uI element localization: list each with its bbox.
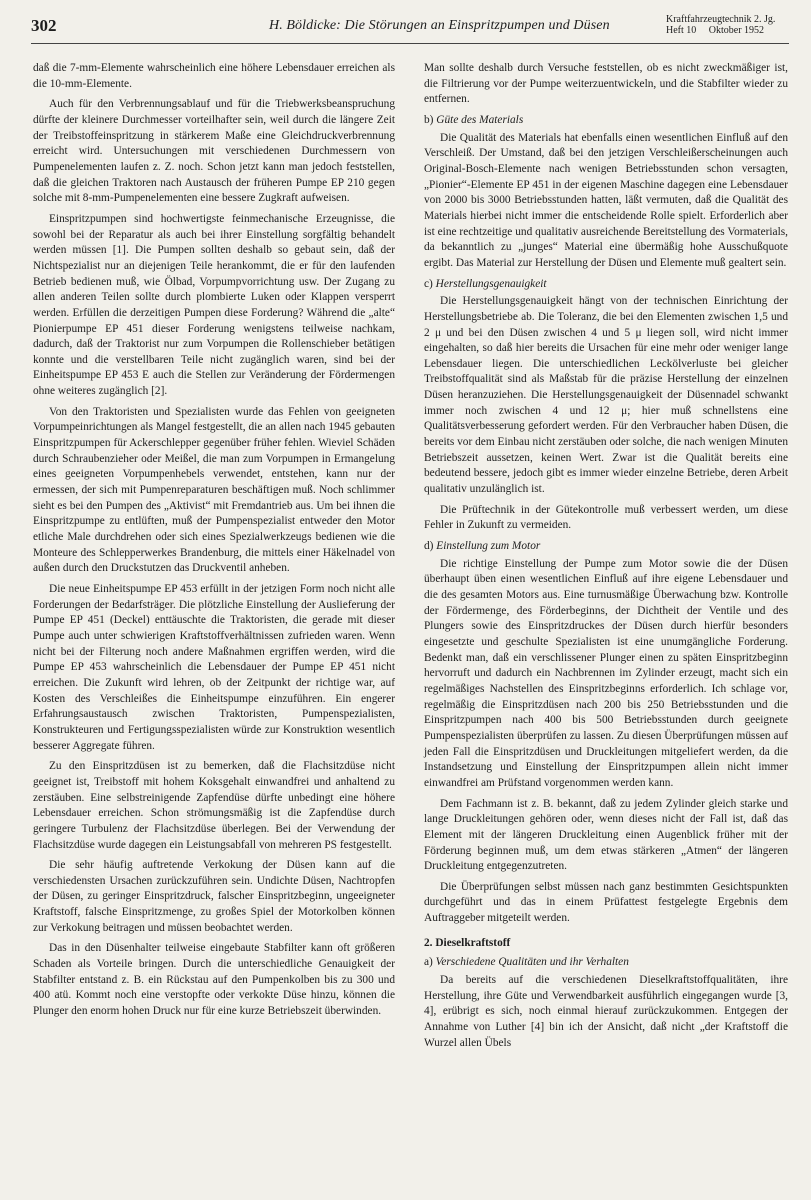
subsection-title: Verschiedene Qualitäten und ihr Verhalten xyxy=(435,956,629,969)
journal-line-2: Heft 10 Oktober 1952 xyxy=(666,25,765,36)
section-heading: 2. Dieselkraftstoff xyxy=(424,936,511,949)
subsection-letter: a) xyxy=(424,956,433,969)
right-column xyxy=(424,61,788,1056)
paragraph: Die Prüftechnik in der Gütekontrolle muß verbessert werden, um diese Fehler in Zukunft zu vermeiden. xyxy=(424,503,788,532)
subsection-title: Herstellungsgenauigkeit xyxy=(435,277,547,290)
subsection-heading-c xyxy=(424,277,788,293)
paragraph: Die neue Einheitspumpe EP 453 erfüllt in der jetzigen Form noch nicht alle Forderungen der Bedarfsträger. Die plötzliche Einstellung der Auslieferung der Pumpe EP 451 (Deckel) enttäuschte die Traktoristen, die gerade mit dieser Pumpe auch unter schwierigen Kraftstoffverhältnissen zufrieden waren. Wenn nicht bei der Filterung noch andere Maßnahmen ergriffen werden, wird die Pumpe EP 453 wahrscheinlich die Lebensdauer der Pumpe EP 451 nicht erreichen. Die Zukunft wird lehren, ob der Zeitpunkt der richtige war, auf Kosten des Verschleißes die Einheitspumpe einzuführen. Ein engerer Erfahrungsaustausch zwischen Traktoristen, Pumpenspezialisten, Konstrukteuren und Fertigungsspezialisten würde zur Konstruktion wesentlich besserer Aggregate führen. xyxy=(33,583,395,752)
running-title: H. Böldicke: Die Störungen an Einspritzpumpen und Düsen xyxy=(269,18,610,33)
paragraph: Einspritzpumpen sind hochwertigste feinmechanische Erzeugnisse, die sowohl bei der Reparatur als auch bei ihrer Einstellung sorgfältig behandelt werden müssen [1]. Die Pumpen sollten deshalb so gebaut sein, daß der Nichtspezialist nur an diejenigen Teile herankommt, die er für den laufenden Betrieb bedienen muß, wie Ölbad, Vorpumpvorrichtung usw. Der Zugang zu allen anderen Teilen sollte durch plombierte Luken oder Klappen versperrt werden. Erfüllen die derzeitigen Pumpen diese Forderung? Während die „alte“ Pionierpumpe EP 451 dieser Forderung wenigstens teilweise nachkam, dadurch, daß der Traktorist nur zum Vorpumpen die Rollenschieber betätigen konnte und die verstellbaren Teile nicht zugänglich waren, sind bei der Einheitspumpe EP 453 E auch die Stellen zur Veränderung der Fördermengen ohne weiteres zugänglich [2]. xyxy=(33,212,395,398)
paragraph: Zu den Einspritzdüsen ist zu bemerken, daß die Flachsitzdüse nicht geeignet ist, Treibstoff mit hohem Koksgehalt einwandfrei und anhaltend zu zerstäuben. Eine selbstreinigende Zapfendüse dürfte unbedingt eine höhere Lebensdauer erreichen. Schon strömungsmäßig ist die Zapfendüse durch geringere Turbulenz der Flachsitzdüse überlegen. Bei der Verwendung der Flachsitzdüse wurde dagegen ein Leistungsabfall von mehreren PS festgestellt. xyxy=(33,760,395,851)
subsection-letter: c) xyxy=(424,277,433,290)
paragraph: Von den Traktoristen und Spezialisten wurde das Fehlen von geeigneten Vorpumpeinrichtungen als Mangel festgestellt, die an allen nach 1945 gebauten Einspritzpumpen für Ackerschlepper gegenüber früher fehlen. Wieviel Schäden durch Schraubenzieher oder Meißel, die man zum Vorpumpen in Ermangelung eines geeigneten Vorpumpenhebels verwendet, entstehen, kann nur der ermessen, der sich mit Pumpenreparaturen beschäftigen muß. Noch schlimmer sieht es bei den Pumpen des „Aktivist“ mit Fremdantrieb aus. Um bei ihnen die Einspritzpumpe zu entlüften, muß der Pumpenspezialist entweder den Motor etliche Male durchdrehen oder sich eines Spezialwerkzeugs bedienen wie die Monteure des Schlepperwerkes Brandenburg, die mittels einer Häkelnadel von außen durch den Druckstutzen das Druckventil anheben. xyxy=(33,405,395,575)
left-column xyxy=(33,61,395,1025)
journal-info xyxy=(666,14,789,36)
paragraph: Das in den Düsenhalter teilweise eingebaute Stabfilter kann oft größeren Schaden als Vorteile bringen. Durch die unterschiedliche Genauigkeit der Stabfilter entstand z. B. ein Rückstau auf den Pumpenkolben bis zu 300 und 400 atü. Kommt noch eine verstopfte oder verkokte Düse hinzu, können die Plunger den enorm hohen Druck nur für eine kurze Betriebszeit überwinden. xyxy=(33,942,395,1018)
paragraph: Die Qualität des Materials hat ebenfalls einen wesentlichen Einfluß auf den Verschleiß. Der Umstand, daß bei den jetzigen Verschleißerscheinungen auch Original-Bosch-Elemente nach wenigen Betriebsstunden schon versagten, „Pionier“-Elemente EP 451 in der eigenen Maschine dagegen eine Lebensdauer von 2000 bis 3000 Betriebsstunden hatten, läßt vermuten, daß die Qualität des Materials hierbei nicht immer die entscheidende Rolle spielt. Erforderlich aber ist eine rechtzeitige und qualitativ ausreichende Bereitstellung des Vormaterials, da bekanntlich zu „junges“ Material eine übermäßig hohe Ausschußquote ergibt. Das Material zur Herstellung der Düsen und Elemente muß gealtert sein. xyxy=(424,131,788,269)
paragraph: Die Überprüfungen selbst müssen nach ganz bestimmten Gesichtspunkten durchgeführt und das in einem Prüfattest festgelegte Ergebnis dem Auftraggeber mitgeteilt werden. xyxy=(424,880,788,925)
paragraph: Die sehr häufig auftretende Verkokung der Düsen kann auf die verschiedensten Ursachen zurückzuführen sein. Undichte Düsen, Nachtropfen der Düsen, zu geringer Einspritzdruck, falscher Einspritzbeginn, ungeeigneter Kraftstoff, falsche Einspritzmenge, zu großes Spiel der Motorkolben können zur Verkokung beitragen und müssen beobachtet werden. xyxy=(33,859,395,934)
paragraph: Man sollte deshalb durch Versuche feststellen, ob es nicht zweckmäßiger ist, die Filtrierung vor der Pumpe weiterzuentwickeln, und die Stabfilter wieder zu entfernen. xyxy=(424,62,788,106)
journal-line-1: Kraftfahrzeugtechnik 2. Jg. xyxy=(666,14,776,25)
page-header xyxy=(31,13,789,44)
paragraph: daß die 7-mm-Elemente wahrscheinlich eine höhere Lebensdauer erreichen als die 10-mm-Elemente. xyxy=(33,62,395,90)
subsection-title: Einstellung zum Motor xyxy=(436,540,541,553)
subsection-heading-b xyxy=(424,113,788,129)
paragraph: Da bereits auf die verschiedenen Dieselkraftstoffqualitäten, ihre Herstellung, ihre Güte und Verwendbarkeit ausführlich eingegangen wurde [3, 4], erübrigt es sich, noch einmal hierauf zurückzukommen. Entgegen der Annahme von Luther [4] bin ich der Ansicht, daß nicht „der Kraftstoff die Wurzel allen Übels xyxy=(424,974,788,1049)
page-number: 302 xyxy=(31,16,57,35)
subsection-heading-d xyxy=(424,539,788,555)
paragraph: Die Herstellungsgenauigkeit hängt von der technischen Einrichtung der Herstellungsbetriebe ab. Die Toleranz, die bei den Elementen zwischen 1,5 und 2 μ und bei den Düsen zwischen 4 und 5 μ liegen soll, wird nicht immer eingehalten, so daß hier bereits die Ursachen für eine mehr oder weniger lange Lebensdauer liegen. Die unterschiedlichen Leckölverluste bei gleicher Treibstoffqualität sind als Maßstab für die präzise Herstellung der einzelnen Düsen heranzuziehen. Die Herstellungsgenauigkeit der Düsennadel schwankt immer noch zwischen 4 und 12 μ; hier muß schnellstens eine Qualitätsverbesserung gefordert werden. Für den Verbraucher haben Düsen, die bereits vor dem Einbau nicht zerstäuben oder solche, die nach wenigen Minuten Betriebszeit aussetzen, keinen Wert. Zwar ist die Qualität bereits eine bedeutend bessere, jedoch gibt es immer wieder einzelne Betriebe, deren Arbeit qualitativ unzulänglich ist. xyxy=(424,295,788,496)
subsection-title: Güte des Materials xyxy=(436,113,524,126)
paragraph: Die richtige Einstellung der Pumpe zum Motor sowie die der Düsen überhaupt üben einen wesentlichen Einfluß auf ihre eigene Lebensdauer und die des gesamten Motors aus. Eine turnusmäßige Überwachung bzw. Kontrolle der Fördermenge, des Förderbeginns, der Dichtheit der Ventile und des Plungers sowie des Einspritzdruckes der Düsen durch hierfür besonders eingesetzte und geschulte Spezialisten ist eine unumgängliche Forderung. Bedenkt man, daß ein verschlissener Plunger einen zu späten Einspritzbeginn hervorruft und dadurch ein Nachbrennen im Zylinder erzeugt, macht sich ein regelmäßiges Nachstellen des Einspritzbeginns erforderlich. Ich schlage vor, regelmäßig die Einspritzdüsen nach 200 bis 250 Betriebsstunden und die Einspritzpumpen nach 400 bis 500 Betriebsstunden durch geeignete Pumpenspezialisten überprüfen zu lassen. Zu diesen Überprüfungen müssen auf jeden Fall die Einspritzdüsen und Druckleitungen mitgeliefert werden, da die Instandsetzung und Einstellung der Einspritzpumpen allein nicht immer einwandfrei am Prüfstand vorgenommen werden kann. xyxy=(424,557,788,789)
subsection-letter: b) xyxy=(424,113,434,126)
subsection-heading-a xyxy=(424,955,788,971)
paragraph: Auch für den Verbrennungsablauf und für die Triebwerksbeanspruchung dürfte der kleinere Durchmesser vorteilhafter sein, weil durch die längere Zeit der Treibstoffeinspritzung in stärkerem Maße eine Gleichdruckverbrennung erreicht wird. Untersuchungen mit verschiedenen Durchmessern von Pumpenelementen laufen z. Z. noch. Schon jetzt kann man jedoch feststellen, daß die gleichen Traktoren nach Austausch der früheren Pumpe EP 210 gegen solche mit 8-mm-Pumpenelementen eine bessere Zugkraft aufweisen. xyxy=(33,98,395,205)
paragraph: Dem Fachmann ist z. B. bekannt, daß zu jedem Zylinder gleich starke und lange Druckleitungen gehören oder, wenn dieses nicht der Fall ist, daß das Element mit der längeren Druckleitung einen Augenblick früher mit der Förderung beginnen muß, um dem etwas stärkeren „Atmen“ der längeren Druckleitung entgegenzutreten. xyxy=(424,797,788,873)
subsection-letter: d) xyxy=(424,540,434,553)
